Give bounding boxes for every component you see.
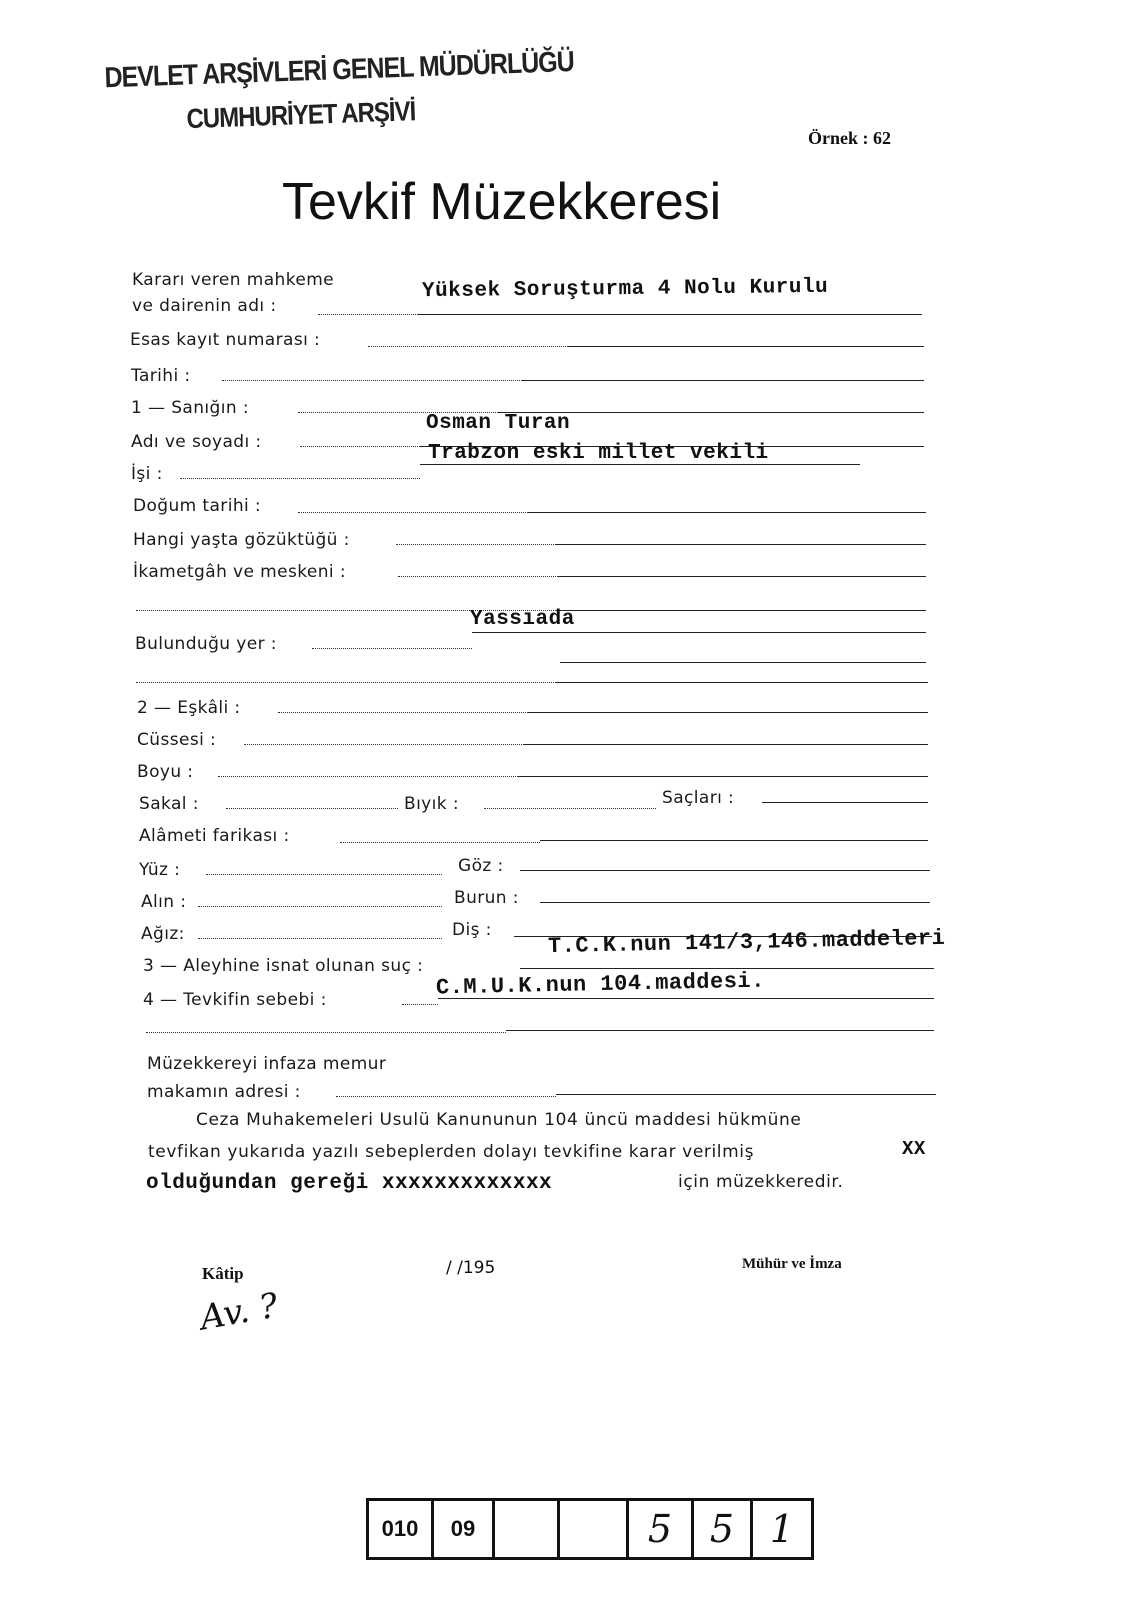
- dotted-line: [396, 544, 556, 545]
- label-burun: Burun :: [454, 888, 519, 908]
- dotted-line: [206, 874, 442, 875]
- value-adi-soyadi: Osman Turan: [426, 412, 571, 435]
- underline: [524, 744, 928, 745]
- dotted-line: [340, 842, 540, 843]
- dotted-line: [402, 1004, 438, 1005]
- label-boyu: Boyu :: [137, 762, 194, 782]
- dotted-line: [226, 808, 398, 809]
- underline: [540, 840, 928, 841]
- value-suc: T.C.K.nun 141/3,146.maddeleri: [547, 925, 946, 960]
- label-alameti-farikasi: Alâmeti farikası :: [139, 826, 290, 846]
- underline: [528, 712, 928, 713]
- underline: [556, 1094, 936, 1095]
- archive-box: [492, 1498, 560, 1560]
- underline: [518, 776, 928, 777]
- archive-stamp-line1: DEVLET ARŞİVLERİ GENEL MÜDÜRLÜĞÜ: [104, 45, 575, 95]
- label-agiz: Ağız:: [141, 924, 185, 944]
- archive-box: 5: [691, 1498, 753, 1560]
- underline: [568, 346, 924, 347]
- dotted-line: [484, 808, 656, 809]
- archive-box: [557, 1498, 629, 1560]
- dotted-line: [244, 744, 524, 745]
- label-aleyhine-isnat-olunan-suc: 3 — Aleyhine isnat olunan suç :: [143, 956, 424, 976]
- dotted-line: [278, 712, 528, 713]
- dotted-line: [146, 1032, 506, 1033]
- label-cussesi: Cüssesi :: [137, 730, 217, 750]
- dotted-line: [180, 478, 420, 479]
- dotted-line: [222, 380, 522, 381]
- label-katip: Kâtip: [202, 1264, 244, 1283]
- archive-box: 09: [431, 1498, 495, 1560]
- underline: [522, 380, 924, 381]
- underline: [556, 544, 926, 545]
- underline: [528, 512, 926, 513]
- dotted-line: [198, 906, 442, 907]
- label-mahkeme-l2: ve dairenin adı :: [132, 296, 277, 316]
- paragraph-line1: Ceza Muhakemeleri Usulü Kanununun 104 üncü maddesi hükmüne: [196, 1110, 802, 1130]
- value-mahkeme: Yüksek Soruşturma 4 Nolu Kurulu: [421, 275, 829, 304]
- label-yuz: Yüz :: [139, 860, 181, 880]
- dotted-line: [300, 446, 420, 447]
- label-esas: Esas kayıt numarası :: [130, 330, 321, 350]
- label-tarihi: Tarihi :: [131, 366, 191, 386]
- paragraph-line3-end: için müzekkeredir.: [678, 1172, 844, 1192]
- label-yas: Hangi yaşta gözüktüğü :: [133, 530, 350, 550]
- label-bulundugu-yer: Bulunduğu yer :: [135, 634, 277, 654]
- label-adi-soyadi: Adı ve soyadı :: [131, 432, 262, 452]
- underline: [558, 576, 926, 577]
- label-alin: Alın :: [141, 892, 187, 912]
- value-tevkifin-sebebi: C.M.U.K.nun 104.maddesi.: [435, 968, 766, 1001]
- dotted-line: [218, 776, 518, 777]
- label-goz: Göz :: [458, 856, 504, 876]
- dotted-line: [136, 682, 556, 683]
- archive-stamp-line2: CUMHURİYET ARŞİVİ: [186, 96, 416, 136]
- label-dogum-tarihi: Doğum tarihi :: [133, 496, 262, 516]
- label-biyik: Bıyık :: [404, 794, 459, 814]
- archive-box: 010: [366, 1498, 434, 1560]
- archive-reference-boxes: [366, 1498, 832, 1560]
- date-field: / /195: [446, 1258, 496, 1278]
- form-sample-number: Örnek : 62: [808, 128, 891, 148]
- dotted-line: [336, 1096, 556, 1097]
- underline: [506, 1030, 934, 1031]
- value-isi: Trabzon eski millet vekili: [428, 442, 769, 465]
- underline: [418, 314, 922, 315]
- label-sakal: Sakal :: [139, 794, 199, 814]
- dotted-line: [298, 512, 528, 513]
- label-sanik: 1 — Sanığın :: [131, 398, 249, 418]
- dotted-line: [398, 576, 558, 577]
- label-dis: Diş :: [452, 920, 492, 940]
- katip-signature: Av. ?: [197, 1285, 282, 1339]
- underline: [540, 902, 930, 903]
- label-eskali: 2 — Eşkâli :: [137, 698, 241, 718]
- underline: [520, 870, 930, 871]
- label-muhur-ve-imza: Mühür ve İmza: [742, 1256, 842, 1272]
- underline: [560, 662, 926, 663]
- label-tevkifin-sebebi: 4 — Tevkifin sebebi :: [143, 990, 327, 1010]
- label-mahkeme-l1: Kararı veren mahkeme: [132, 270, 335, 290]
- label-saclari: Saçları :: [662, 788, 735, 808]
- label-makam-adresi: makamın adresi :: [147, 1082, 301, 1102]
- paragraph-line2-typed: XX: [902, 1138, 926, 1160]
- archive-box: 5: [626, 1498, 694, 1560]
- underline: [762, 802, 928, 803]
- document-title: Tevkif Müzekkeresi: [282, 173, 722, 231]
- dotted-line: [368, 346, 568, 347]
- value-bulundugu-yer: Yassıada: [470, 608, 575, 631]
- archive-box: 1: [750, 1498, 814, 1560]
- label-muzekkere-memur: Müzekkereyi infaza memur: [147, 1054, 387, 1074]
- underline: [556, 682, 928, 683]
- dotted-line: [198, 938, 442, 939]
- paragraph-line3-typed: olduğundan gereği xxxxxxxxxxxxx: [146, 1172, 553, 1195]
- label-ikamet: İkametgâh ve meskeni :: [133, 562, 346, 582]
- paragraph-line2: tevfikan yukarıda yazılı sebeplerden dolayı tevkifine karar verilmiş: [148, 1142, 755, 1162]
- dotted-line: [312, 648, 472, 649]
- dotted-line: [318, 314, 418, 315]
- underline: [472, 632, 926, 633]
- underline: [556, 610, 926, 611]
- label-isi: İşi :: [131, 464, 163, 484]
